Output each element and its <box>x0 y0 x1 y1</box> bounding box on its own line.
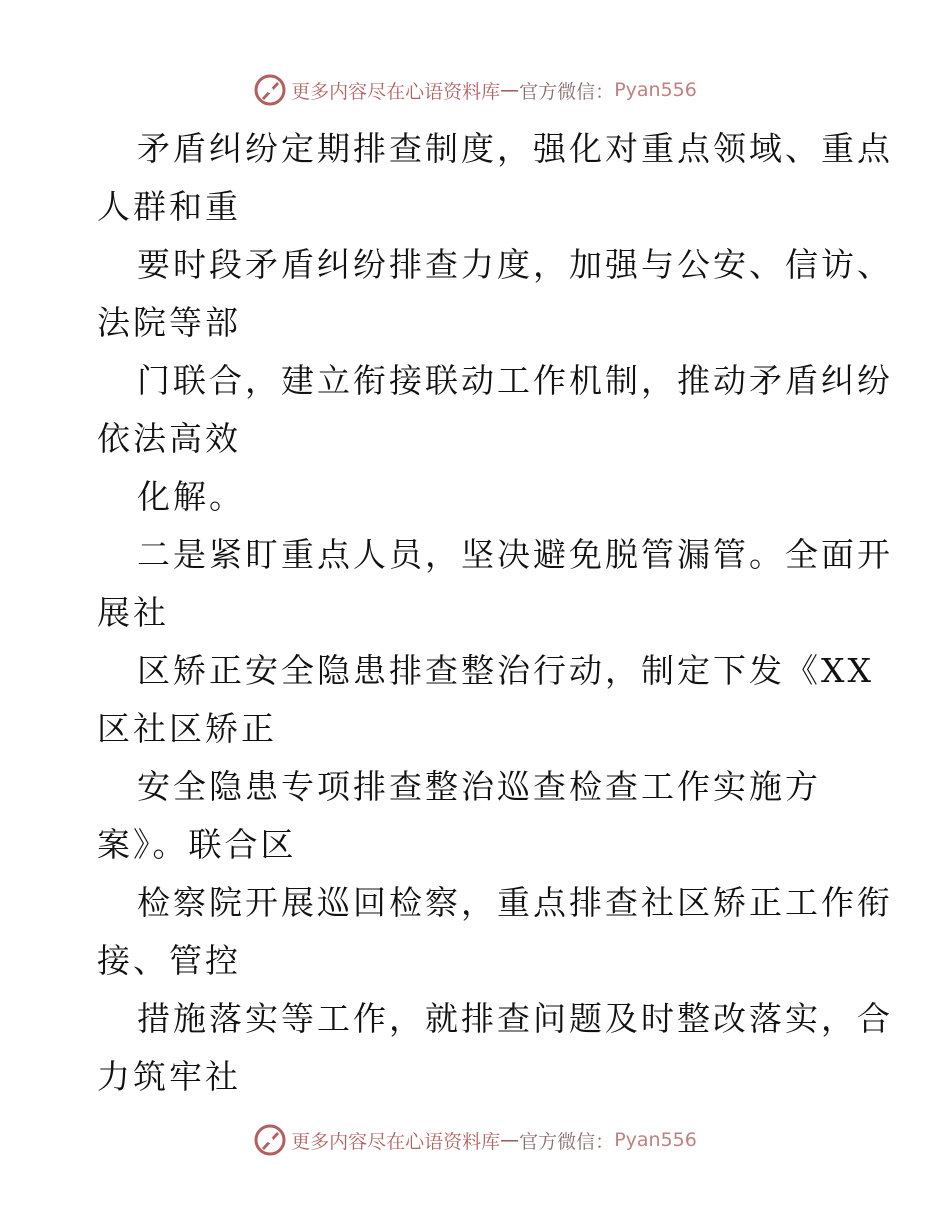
text-line: 展社 <box>97 593 169 632</box>
text-line: 措施落实等工作，就排查问题及时整改落实，合 <box>137 999 893 1038</box>
text-line: 要时段矛盾纠纷排查力度，加强与公安、信访、 <box>137 245 893 284</box>
text-line: 依法高效 <box>97 419 241 458</box>
text-line: 接、管控 <box>97 941 241 980</box>
text-line: 法院等部 <box>97 303 241 342</box>
text-line: 门联合，建立衔接联动工作机制，推动矛盾纠纷 <box>137 361 893 400</box>
banner-text: 更多内容尽在心语资料库 <box>291 80 501 103</box>
banner-text: 更多内容尽在心语资料库 <box>291 1130 501 1153</box>
document-body <box>97 120 893 1106</box>
quill-circle-icon <box>253 1123 287 1157</box>
text-line: 区矫正安全隐患排查整治行动，制定下发《XX <box>137 651 874 690</box>
text-line: 化解。 <box>137 477 245 516</box>
banner-separator: — <box>500 1129 520 1151</box>
quill-circle-icon <box>253 73 287 107</box>
banner-wechat-label: 官方微信： <box>519 1130 615 1153</box>
text-line: 二是紧盯重点人员，坚决避免脱管漏管。全面开 <box>137 535 893 574</box>
text-line: 安全隐患专项排查整治巡查检查工作实施方 <box>137 767 821 806</box>
text-line: 人群和重 <box>97 187 241 226</box>
text-line: 矛盾纠纷定期排查制度，强化对重点领域、重点 <box>137 129 893 168</box>
header-watermark-banner <box>0 70 950 110</box>
banner-wechat-label: 官方微信： <box>519 80 615 103</box>
banner-wechat-id: Pyan556 <box>614 79 697 101</box>
text-line: 案》。联合区 <box>97 825 297 864</box>
banner-separator: — <box>500 79 520 101</box>
text-line: 力筑牢社 <box>97 1057 241 1096</box>
text-line: 区社区矫正 <box>97 709 277 748</box>
footer-watermark-banner <box>0 1120 950 1160</box>
banner-wechat-id: Pyan556 <box>614 1129 697 1151</box>
text-line: 检察院开展巡回检察，重点排查社区矫正工作衔 <box>137 883 893 922</box>
